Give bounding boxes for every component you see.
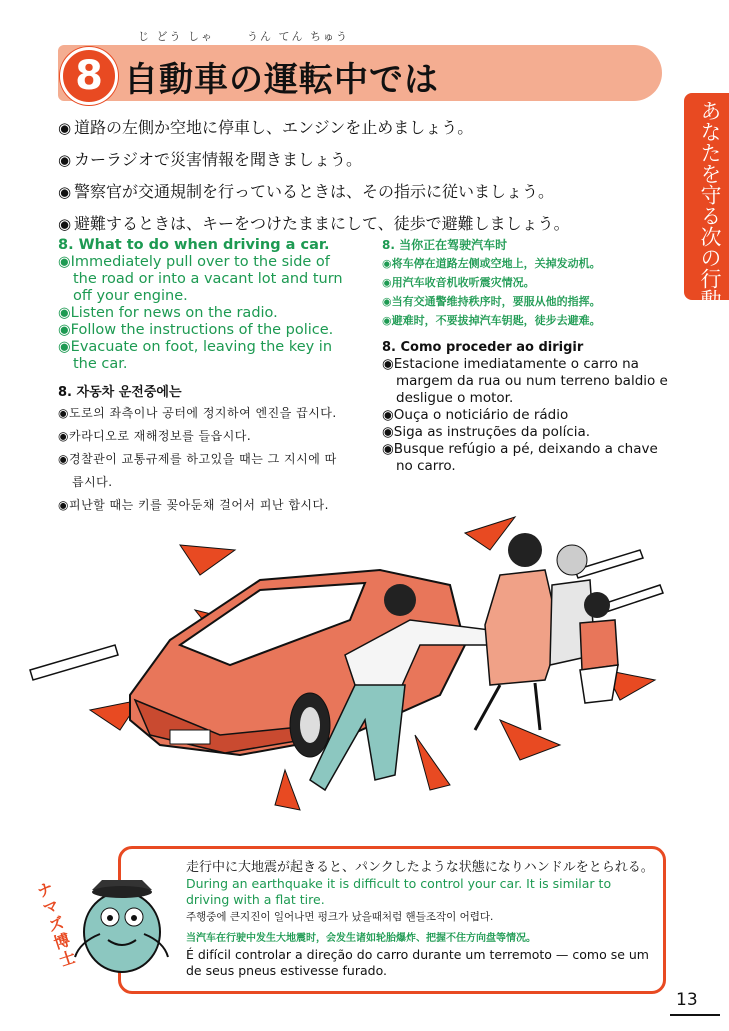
title-furigana: じ どう しゃ うん てん ちゅう (138, 30, 349, 43)
mascot-name: ナマズ博士 (32, 879, 79, 971)
list-item: ◉Ouça o noticiário de rádio (382, 407, 569, 423)
side-tab-label: あなたを守る次の行動 (698, 100, 722, 310)
list-item: ◉피난할 때는 키를 꽂아둔채 걸어서 피난 합시다. (58, 498, 329, 512)
list-item: ◉Follow the instructions of the police. (58, 322, 334, 338)
list-item: ◉카라디오로 재해정보를 들읍시다. (58, 429, 252, 443)
list-item: ◉Evacuate on foot, leaving the key in the car. (58, 339, 333, 372)
bullet-icon: ◉ (58, 151, 72, 169)
car-evacuation-illustration (20, 505, 670, 830)
list-item: ◉경찰관이 교통규제를 하고있을 때는 그 지시에 따릅시다. (58, 452, 337, 489)
page-number: 13 (676, 990, 698, 1010)
list-item: ◉当有交通警维持秩序时，要服从他的指挥。 (382, 295, 601, 308)
list-item: ◉Busque refúgio a pé, deixando a chave no carro. (382, 441, 658, 474)
chinese-section (382, 236, 682, 330)
list-item: ◉避难时，不要拔掉汽车钥匙，徒步去避难。 (382, 314, 601, 327)
section-number-badge: 8 (60, 47, 118, 105)
portuguese-section (382, 339, 672, 475)
chinese-heading: 8. 当你正在驾驶汽车时 (382, 238, 508, 252)
english-section (58, 236, 348, 373)
info-zh-text: 当汽车在行驶中发生大地震时，会发生诸如轮胎爆炸、把握不住方向盘等情况。 (186, 933, 536, 944)
page-title: 自動車の運転中では (124, 60, 439, 100)
korean-section (58, 384, 348, 517)
list-item: ◉ 避難するときは、キーをつけたままにして、徒歩で避難しましょう。 (58, 208, 658, 240)
jp-instruction-list (58, 112, 658, 240)
bullet-icon: ◉ (58, 183, 72, 201)
portuguese-heading: 8. Como proceder ao dirigir (382, 340, 584, 355)
info-ko-text: 주행중에 큰지진이 일어나면 펑크가 났을때처럼 핸들조작이 어렵다. (186, 911, 494, 923)
english-heading: 8. What to do when driving a car. (58, 237, 330, 253)
korean-heading: 8. 자동차 운전중에는 (58, 385, 182, 400)
list-item: ◉ カーラジオで災害情報を聞きましょう。 (58, 144, 658, 176)
list-item: ◉Immediately pull over to the side of the road or into a vacant lot and turn off your engine. (58, 254, 343, 304)
list-item: ◉ 警察官が交通規制を行っているときは、その指示に従いましょう。 (58, 176, 658, 208)
info-en-text: During an earthquake it is difficult to control your car. It is similar to driving with a flat tire. (186, 876, 612, 907)
list-item: ◉Listen for news on the radio. (58, 305, 278, 321)
info-jp-text: 走行中に大地震が起きると、パンクしたような状態になりハンドルをとられる。 (186, 860, 654, 875)
list-item: ◉ 道路の左側か空地に停車し、エンジンを止めましょう。 (58, 112, 658, 144)
info-pt-text: É difícil controlar a direção do carro durante um terremoto — como se um de seus pneus estivesse furado. (186, 947, 649, 978)
bullet-icon: ◉ (58, 119, 72, 137)
list-item: ◉将车停在道路左侧或空地上，关掉发动机。 (382, 257, 601, 270)
page-number-underline (670, 1014, 720, 1016)
list-item: ◉用汽车收音机收听震灾情况。 (382, 276, 535, 289)
list-item: ◉Siga as instruções da polícia. (382, 424, 591, 440)
list-item: ◉도로의 좌측이나 공터에 정지하여 엔진을 끕시다. (58, 406, 337, 420)
list-item: ◉Estacione imediatamente o carro na margem da rua ou num terreno baldio e desligue o motor. (382, 356, 668, 406)
bullet-icon: ◉ (58, 215, 72, 233)
